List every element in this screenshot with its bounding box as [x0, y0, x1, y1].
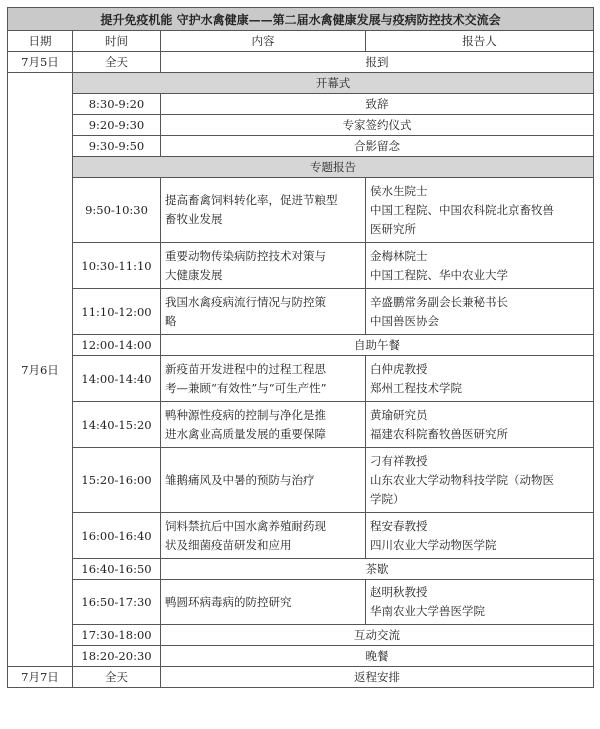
- col-header-speaker: 报告人: [366, 31, 594, 52]
- talk-time: 14:40-15:20: [73, 402, 161, 448]
- talk-time: 15:20-16:00: [73, 448, 161, 513]
- tea-event: 茶歇: [161, 559, 594, 580]
- dinner-event: 晚餐: [161, 646, 594, 667]
- talk-speaker: [366, 448, 594, 513]
- talk-time: 11:10-12:00: [73, 289, 161, 335]
- talk-topic-line: 提高畜禽饲料转化率，促进节粮型: [165, 193, 338, 207]
- exchange-row: [8, 625, 594, 646]
- talk-speaker: [366, 356, 594, 402]
- topics-section-label: 专题报告: [73, 157, 594, 178]
- talk-topic-line: 畜牧业发展: [165, 212, 223, 226]
- topics-section-row: [8, 157, 594, 178]
- opening-item-time: 8:30-9:20: [73, 94, 161, 115]
- talk-topic-line: 略: [165, 313, 177, 328]
- talk-topic: [161, 243, 366, 289]
- talk-time: 14:00-14:40: [73, 356, 161, 402]
- day1-time: 全天: [73, 52, 161, 73]
- talk-time: 10:30-11:10: [73, 243, 161, 289]
- day3-time: 全天: [73, 667, 161, 688]
- talk-topic-line: 雏鹅痛风及中暑的预防与治疗: [165, 472, 315, 487]
- talk-speaker: [366, 243, 594, 289]
- talk-speaker-name: 程安春教授: [370, 518, 428, 533]
- col-header-time: 时间: [73, 31, 161, 52]
- title-row: [8, 8, 594, 31]
- col-header-content: 内容: [161, 31, 366, 52]
- talk-speaker: [366, 402, 594, 448]
- talk-row: [8, 289, 594, 335]
- opening-item-event: 致辞: [161, 94, 594, 115]
- talk-row: [8, 513, 594, 559]
- talk3-topic-line: 鸭圆环病毒病的防控研究: [165, 594, 292, 609]
- tea-row: [8, 559, 594, 580]
- day2-date: 7月6日: [8, 73, 73, 667]
- talk-speaker-name: 辛盛鹏常务副会长兼秘书长: [370, 294, 508, 309]
- talk3-speaker: [366, 580, 594, 625]
- talk-topic: [161, 356, 366, 402]
- lunch-time: 12:00-14:00: [73, 335, 161, 356]
- talk-speaker-affiliation: 中国工程院、华中农业大学: [370, 267, 508, 282]
- day1-date: 7月5日: [8, 52, 73, 73]
- day3-event: 返程安排: [161, 667, 594, 688]
- talk-topic-line: 大健康发展: [165, 267, 223, 282]
- talk-topic-line: 进水禽业高质量发展的重要保障: [165, 426, 326, 441]
- talk-speaker-affiliation: 四川农业大学动物医学院: [370, 537, 497, 552]
- talk-topic-line: 考—兼顾“有效性”与“可生产性”: [165, 380, 327, 395]
- talk-topic-line: 饲料禁抗后中国水禽养殖耐药现: [165, 518, 326, 533]
- talk-speaker: [366, 289, 594, 335]
- exchange-time: 17:30-18:00: [73, 625, 161, 646]
- talk-speaker-name: 金梅林院士: [370, 248, 428, 263]
- day1-row: [8, 52, 594, 73]
- talk-speaker-name: 刁有祥教授: [370, 453, 428, 468]
- talk-speaker-name: 黄瑜研究员: [370, 407, 428, 422]
- agenda-title: 提升免疫机能 守护水禽健康——第二届水禽健康发展与疫病防控技术交流会: [8, 8, 594, 31]
- talk-row: [8, 448, 594, 513]
- talk-topic: [161, 402, 366, 448]
- talk-speaker-affiliation: 学院）: [370, 491, 405, 506]
- talk-speaker-affiliation: 中国工程院、中国农科院北京畜牧兽: [370, 202, 554, 217]
- talk-speaker-name: 侯水生院士: [370, 183, 428, 198]
- talk-row: [8, 356, 594, 402]
- lunch-event: 自助午餐: [161, 335, 594, 356]
- talk-topic: [161, 289, 366, 335]
- talk-row: [8, 402, 594, 448]
- lunch-row: [8, 335, 594, 356]
- talk-topic-line: 新疫苗开发进程中的过程工程思: [165, 361, 326, 376]
- talk3-topic: [161, 580, 366, 625]
- tea-time: 16:40-16:50: [73, 559, 161, 580]
- talk-topic: [161, 178, 366, 243]
- header-row: [8, 31, 594, 52]
- opening-item-row: [8, 136, 594, 157]
- talk-topic: [161, 448, 366, 513]
- talk-topic-line: 鸭种源性疫病的控制与净化是推: [165, 407, 326, 422]
- talk-speaker-affiliation: 福建农科院畜牧兽医研究所: [370, 426, 508, 441]
- opening-item-time: 9:30-9:50: [73, 136, 161, 157]
- agenda-table: [7, 7, 594, 688]
- talk-speaker-affiliation: 医研究所: [370, 221, 416, 236]
- talk-row: [8, 243, 594, 289]
- exchange-event: 互动交流: [161, 625, 594, 646]
- talk-speaker-name: 白仲虎教授: [370, 361, 428, 376]
- talk-time: 16:00-16:40: [73, 513, 161, 559]
- talk-time: 9:50-10:30: [73, 178, 161, 243]
- talk-speaker: [366, 513, 594, 559]
- dinner-time: 18:20-20:30: [73, 646, 161, 667]
- talk-speaker-affiliation: 中国兽医协会: [370, 313, 439, 328]
- opening-section-label: 开幕式: [73, 73, 594, 94]
- talk3-speaker-affiliation: 华南农业大学兽医学院: [370, 604, 485, 618]
- talk-speaker-affiliation: 郑州工程技术学院: [370, 380, 462, 395]
- talk3-time: 16:50-17:30: [73, 580, 161, 625]
- talk-topic-line: 重要动物传染病防控技术对策与: [165, 248, 326, 263]
- talk-topic-line: 状及细菌疫苗研发和应用: [165, 537, 292, 552]
- opening-item-event: 合影留念: [161, 136, 594, 157]
- opening-item-row: [8, 115, 594, 136]
- talk-speaker: [366, 178, 594, 243]
- talk3-row: [8, 580, 594, 625]
- opening-item-row: [8, 94, 594, 115]
- dinner-row: [8, 646, 594, 667]
- talk-row: [8, 178, 594, 243]
- col-header-date: 日期: [8, 31, 73, 52]
- talk3-speaker-name: 赵明秋教授: [370, 585, 428, 599]
- talk-speaker-affiliation: 山东农业大学动物科技学院（动物医: [370, 472, 554, 487]
- opening-item-event: 专家签约仪式: [161, 115, 594, 136]
- talk-topic: [161, 513, 366, 559]
- day3-row: [8, 667, 594, 688]
- opening-item-time: 9:20-9:30: [73, 115, 161, 136]
- talk-topic-line: 我国水禽疫病流行情况与防控策: [165, 294, 326, 309]
- day1-event: 报到: [161, 52, 594, 73]
- day3-date: 7月7日: [8, 667, 73, 688]
- opening-row: [8, 73, 594, 94]
